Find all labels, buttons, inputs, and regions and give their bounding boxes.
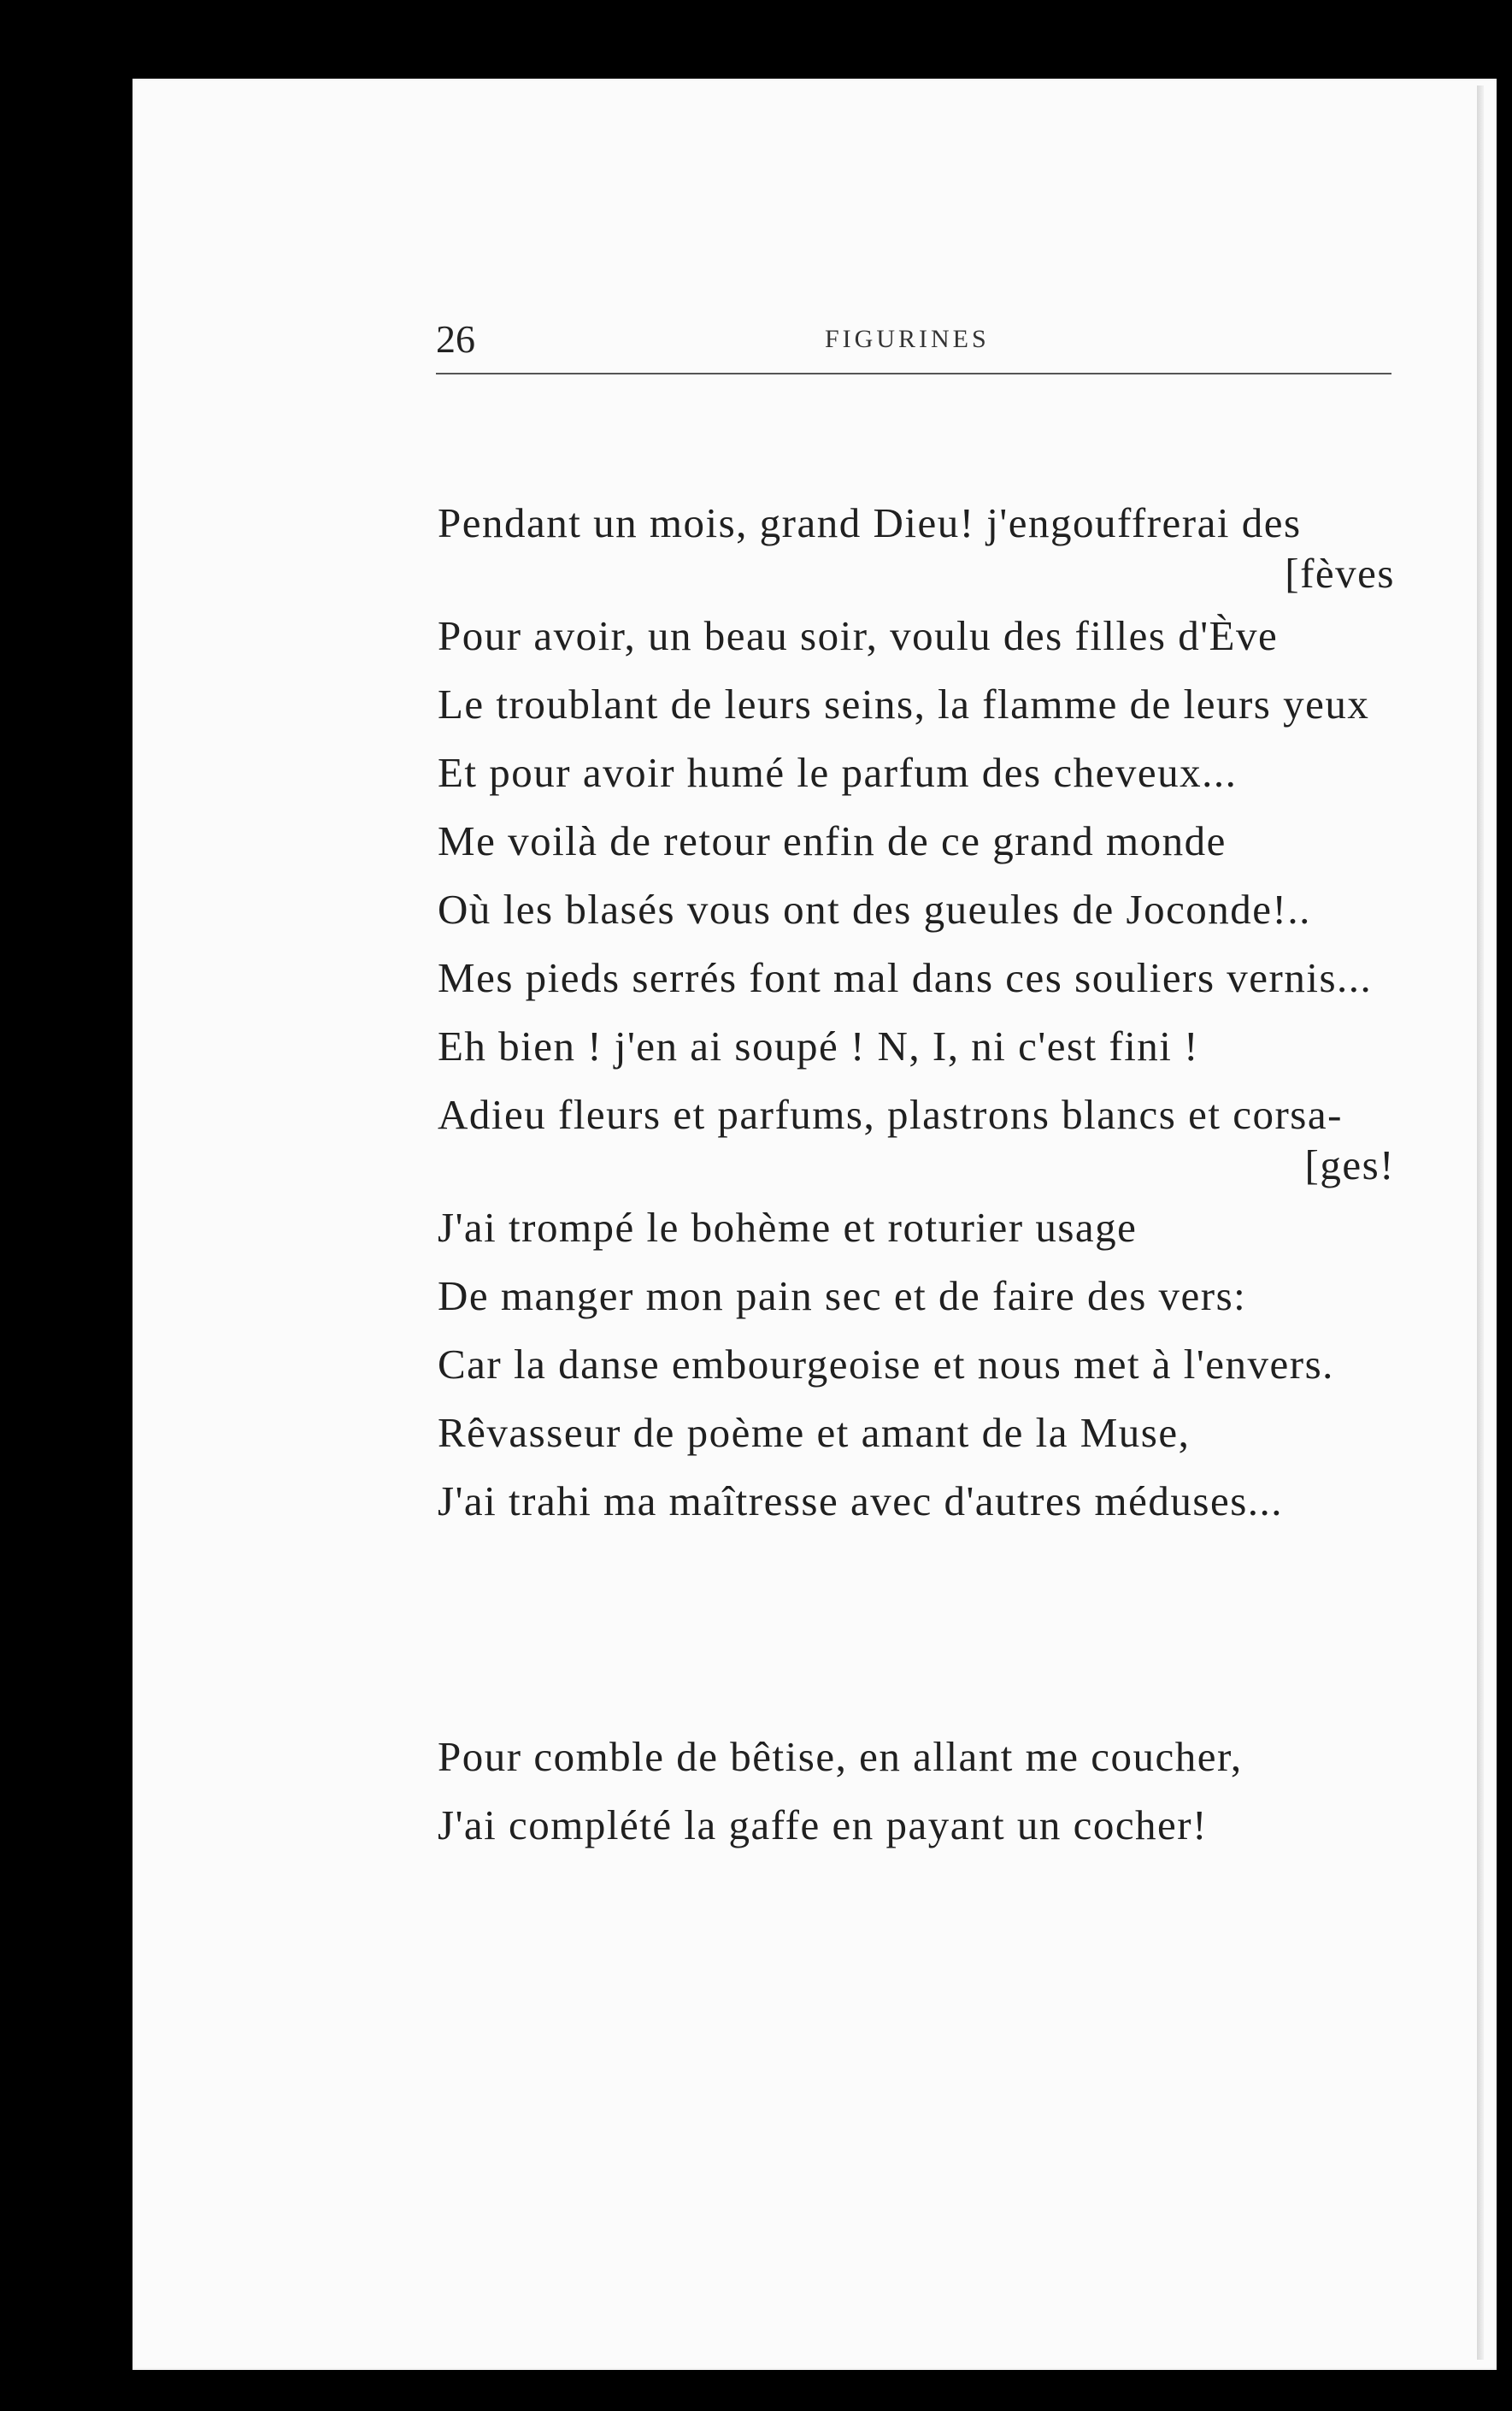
verse-line: Car la danse embourgeoise et nous met à l'envers. [438, 1341, 1334, 1388]
page-header [436, 316, 1391, 376]
verse-line-continuation: [fèves [1285, 550, 1395, 597]
verse-line: Mes pieds serrés font mal dans ces souliers vernis... [438, 954, 1373, 1001]
page-edge [1477, 85, 1484, 2360]
verse-line: Le troublant de leurs seins, la flamme de leurs yeux [438, 681, 1370, 728]
running-title: FIGURINES [825, 325, 990, 353]
verse-line: Me voilà de retour enfin de ce grand monde [438, 817, 1227, 864]
verse-line: Pendant un mois, grand Dieu! j'engouffrerai des [438, 499, 1302, 546]
verse-line: Et pour avoir humé le parfum des cheveux... [438, 749, 1238, 796]
verse-line: Où les blasés vous ont des gueules de Joconde!.. [438, 886, 1311, 933]
verse-line: Adieu fleurs et parfums, plastrons blancs et corsa- [438, 1091, 1343, 1138]
verse-line: Eh bien ! j'en ai soupé ! N, I, ni c'est fini ! [438, 1023, 1199, 1070]
verse-line: Pour comble de bêtise, en allant me coucher, [438, 1733, 1243, 1780]
verse-line: Pour avoir, un beau soir, voulu des filles d'Ève [438, 612, 1279, 659]
verse-line: J'ai complété la gaffe en payant un cocher! [438, 1801, 1208, 1848]
stanza [438, 489, 1395, 1536]
header-rule [436, 373, 1391, 374]
verse-line: Rêvasseur de poème et amant de la Muse, [438, 1409, 1191, 1456]
verse-line-continuation: [ges! [1304, 1141, 1395, 1188]
page-number: 26 [436, 317, 475, 361]
verse-line: J'ai trahi ma maîtresse avec d'autres méduses... [438, 1477, 1284, 1524]
verse-line: J'ai trompé le bohème et roturier usage [438, 1204, 1138, 1251]
stanza [438, 1723, 1395, 1860]
verse-line: De manger mon pain sec et de faire des vers: [438, 1272, 1247, 1319]
